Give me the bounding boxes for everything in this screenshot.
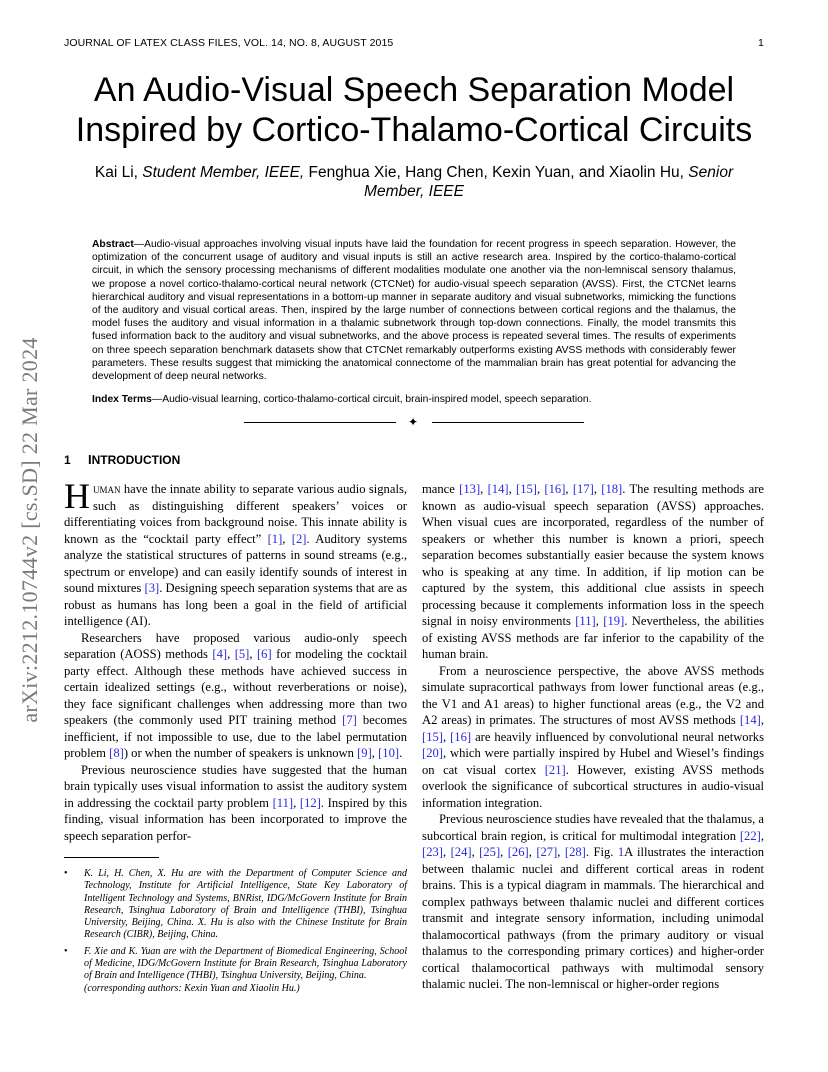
text-run: , <box>595 614 604 628</box>
page-number: 1 <box>758 37 764 49</box>
text-run: . Fig. <box>585 845 618 859</box>
footnote-rule <box>64 857 159 858</box>
text-run: , <box>371 746 379 760</box>
text-run: , <box>249 647 257 661</box>
text-run: , <box>293 795 300 810</box>
citation-link[interactable]: [11] <box>272 795 294 810</box>
text-run: Previous neuroscience studies have revealed that the thalamus, a subcortical brain region, is critical for multimodal integration <box>422 812 764 843</box>
text-run: Previous neuroscience studies have suggested that the human brain typically uses visual information to assist the auditory system in addressing the cocktail party problem <box>64 762 407 810</box>
text-run: , <box>760 713 764 727</box>
title-line-2: Inspired by Cortico-Thalamo-Cortical Circuits <box>75 111 753 149</box>
citation-link[interactable]: [26] <box>507 845 529 859</box>
text-run: . Inspired by this finding, visual information has been incorporated to improve the speech separation perfor- <box>64 795 408 843</box>
text-run: , <box>500 845 508 859</box>
text-run: for modeling the cocktail party effect. Although these methods have achieved success in certain idealized settings (e.g., without reverberations or noise), they face significant challenges when addressing more than two speakers (the commonly used PIT training method <box>64 647 407 727</box>
left-column <box>64 476 408 844</box>
right-column <box>422 481 764 993</box>
abstract <box>92 238 736 383</box>
text-run: , <box>282 531 292 546</box>
text-run: becomes inefficient, if not impossible to use, due to the label permutation problem <box>64 713 407 760</box>
citation-link[interactable]: [10] <box>378 746 400 760</box>
citation-link[interactable]: [22] <box>739 828 761 843</box>
senior-member-role: Senior Member, IEEE <box>364 164 734 200</box>
paper-title <box>40 70 788 150</box>
abstract-label: Abstract <box>92 239 134 250</box>
text-run: , <box>528 845 537 859</box>
paragraph <box>64 762 407 845</box>
citation-link[interactable]: [8] <box>109 746 124 760</box>
text-run: , <box>557 845 565 859</box>
diamond-icon: ✦ <box>408 415 419 429</box>
bullet-icon: • <box>64 868 68 879</box>
citation-link[interactable]: [28] <box>564 845 586 859</box>
citation-link[interactable]: [1] <box>267 531 283 546</box>
text-run: , <box>442 845 451 859</box>
text-run: , which were partially inspired by Hubel and Wiesel’s findings on cat visual cortex <box>422 746 764 777</box>
footnote <box>64 946 407 995</box>
text-run: are heavily influenced by convolutional neural networks <box>471 729 764 744</box>
text-run: , <box>593 482 602 496</box>
small-caps-word: uman <box>93 482 121 496</box>
abstract-text: —Audio-visual approaches involving visual inputs have laid the foundation for recent progress in speech separation. However, the optimization of the concurrent usage of auditory and visual inputs is still an active research area. Inspired by the cortico-thalamo-cortical circuit, in which the sensory processing mechanisms of different modalities modulate one another via the non-lemniscal sensory thalamus, we propose a novel cortico-thalamo-cortical neural network (CTCNet) for audio-visual speech separation (AVSS). First, the CTCNet learns hierarchical auditory and visual representations in a bottom-up manner in separate auditory and visual subnetworks, mimicking the functions of the auditory and visual cortical areas. Then, inspired by the large number of connections between cortical regions and the thalamus, the model fuses the auditory and visual information in a thalamic subnetwork through top-down connections. Finally, the model transmits this fused information back to the auditory and visual subnetworks, and the above process is repeated several times. The results of experiments on three speech separation benchmark datasets show that CTCNet remarkably outperforms existing AVSS methods with considerably fewer parameters. These results suggest that mimicking the anatomical connectome of the mammalian brain has great potential for advancing the development of deep neural networks. <box>92 239 736 383</box>
text-run: , <box>471 845 480 859</box>
author-list <box>90 163 738 201</box>
citation-link[interactable]: [15] <box>516 482 537 496</box>
text-run: . Nevertheless, the abilities of existing AVSS methods are far inferior to the capability of the human brain. <box>422 614 764 661</box>
citation-link[interactable]: [20] <box>422 746 443 760</box>
citation-link[interactable]: [5] <box>234 647 250 661</box>
figure-link[interactable]: 1 <box>617 845 625 859</box>
text-run: . The resulting methods are known as audio-visual speech separation (AVSS) approaches. When visual cues are incorporated, regardless of the number of speakers or whether this number is known a priori, speech separation becomes substantially easier because the system knows who is speaking at any time. In addition, if lip motion can be captured by the system, this additional clue assists in speech processing because it complements information loss in the speech signal in noisy environments <box>422 482 765 628</box>
section-number: 1 <box>64 453 71 467</box>
bullet-icon: • <box>64 945 68 957</box>
text-run: . Designing speech separation systems that are as robust as humans has long been a goal in the field of artificial intelligence (AI). <box>64 581 407 628</box>
citation-link[interactable]: [25] <box>479 845 501 859</box>
separator-line-left <box>244 422 396 423</box>
section-separator <box>244 417 584 429</box>
index-terms <box>92 393 736 406</box>
citation-link[interactable]: [11] <box>575 614 596 628</box>
citation-link[interactable]: [18] <box>601 482 623 496</box>
citation-link[interactable]: [3] <box>144 581 160 595</box>
text-run: , <box>760 828 764 843</box>
index-terms-label: Index Terms <box>92 394 152 405</box>
text-run: , <box>480 482 488 496</box>
citation-link[interactable]: [16] <box>544 482 566 496</box>
arxiv-stamp <box>0 300 60 760</box>
citation-link[interactable]: [21] <box>544 762 566 777</box>
citation-link[interactable]: [24] <box>450 845 472 859</box>
citation-link[interactable]: [27] <box>536 845 558 859</box>
citation-link[interactable]: [13] <box>459 482 481 496</box>
paragraph <box>64 630 407 762</box>
text-run: , <box>227 647 235 661</box>
citation-link[interactable]: [9] <box>357 746 372 760</box>
citation-link[interactable]: [6] <box>256 647 272 661</box>
section-title-initial: I <box>88 452 92 467</box>
text-run: , <box>508 482 516 496</box>
text-run: have the innate ability to separate various audio signals, such as distinguishing different speakers’ voices or differentiating voices from background noise. This innate ability is known as the “cocktail party effect” <box>64 482 407 546</box>
citation-link[interactable]: [14] <box>739 713 761 727</box>
footnote <box>64 868 407 942</box>
text-run: ) or when the number of speakers is unknown <box>123 746 358 760</box>
citation-link[interactable]: [19] <box>603 614 625 628</box>
separator-line-right <box>432 422 584 423</box>
text-run: Researchers have proposed various audio-only speech separation (AOSS) methods <box>64 630 407 661</box>
other-authors: Fenghua Xie, Hang Chen, Kexin Yuan, and Xiaolin Hu, <box>304 164 689 181</box>
text-run: From a neuroscience perspective, the above AVSS methods simulate supracortical pathways from lower functional areas (e.g., the V1 and A1 areas) to higher functional areas (e.g., the V2 and A2 areas) in primates. The structures of most AVSS methods <box>422 663 764 727</box>
author-1: Kai Li, <box>94 164 143 181</box>
text-run: , <box>442 729 451 744</box>
title-line-1: An Audio-Visual Speech Separation Model <box>93 71 735 109</box>
citation-link[interactable]: [16] <box>450 729 472 744</box>
author-1-role: Student Member, IEEE, <box>142 164 305 181</box>
paragraph <box>422 811 764 993</box>
footnote-text: K. Li, H. Chen, X. Hu are with the Department of Computer Science and Technology, Institute for Artificial Intelligence, State Key Laboratory of Intelligent Technology and Systems, BNRist, IDG/McGovern Institute for Brain Research, Tsinghua Laboratory of Brain and Intelligence (THBI), Tsinghua University, Beijing, China. X. Hu is also with the Chinese Institute for Brain Research (CIBR), Beijing, China. <box>84 868 407 941</box>
drop-cap: H <box>64 476 90 516</box>
arxiv-stamp-text: arXiv:2212.10744v2 [cs.SD] 22 Mar 2024 <box>17 337 42 723</box>
citation-link[interactable]: [2] <box>291 531 307 546</box>
footnotes <box>64 868 407 999</box>
running-header <box>64 37 764 49</box>
text-run: . However, existing AVSS methods overlook the significance of subcortical structures in audio-visual information integration. <box>422 762 764 810</box>
corresponding-authors-note: (corresponding authors: Kexin Yuan and Xiaolin Hu.) <box>84 982 300 994</box>
citation-link[interactable]: [14] <box>487 482 509 496</box>
text-run: mance <box>422 482 460 496</box>
index-terms-text: —Audio-visual learning, cortico-thalamo-cortical circuit, brain-inspired model, speech separation. <box>151 394 592 405</box>
text-run: . <box>399 746 403 760</box>
citation-link[interactable]: [23] <box>422 845 443 859</box>
section-title-rest: NTRODUCTION <box>91 453 181 467</box>
text-run: , <box>565 482 573 496</box>
section-heading <box>64 452 180 467</box>
text-run: , <box>536 482 545 496</box>
text-run: . Auditory systems analyze the statistical structures of patterns in sound streams (e.g., spectrum or envelope) and can easily identify sounds of interest in sound mixtures <box>64 531 407 595</box>
journal-name: JOURNAL OF LATEX CLASS FILES, VOL. 14, NO. 8, AUGUST 2015 <box>64 37 394 49</box>
citation-link[interactable]: [12] <box>299 795 321 810</box>
citation-link[interactable]: [17] <box>572 482 594 496</box>
footnote-text: F. Xie and K. Yuan are with the Department of Biomedical Engineering, School of Medicine, IDG/McGovern Institute for Brain Research, Tsinghua Laboratory of Brain and Intelligence (THBI), Tsinghua University, Beijing, China. <box>84 945 407 982</box>
citation-link[interactable]: [15] <box>422 729 443 744</box>
paragraph <box>64 476 407 630</box>
paragraph <box>422 481 764 663</box>
text-run: A illustrates the interaction between thalamic nuclei and different cortical areas in rodent brains. This is a typical diagram in mammals. The hierarchical and complex pathways between thalamic nuclei and different cortices transmit and integrate sensory information, including unimodal thalamocortical pathways (from the primary auditory or visual thalamus to the corresponding primary cortices) and higher-order cortical thalamocortical pathways with multimodal sensory thalamic nuclei. The non-lemniscal or higher-order regions <box>422 845 765 991</box>
citation-link[interactable]: [7] <box>342 713 357 727</box>
paragraph <box>422 663 764 812</box>
citation-link[interactable]: [4] <box>212 647 228 661</box>
